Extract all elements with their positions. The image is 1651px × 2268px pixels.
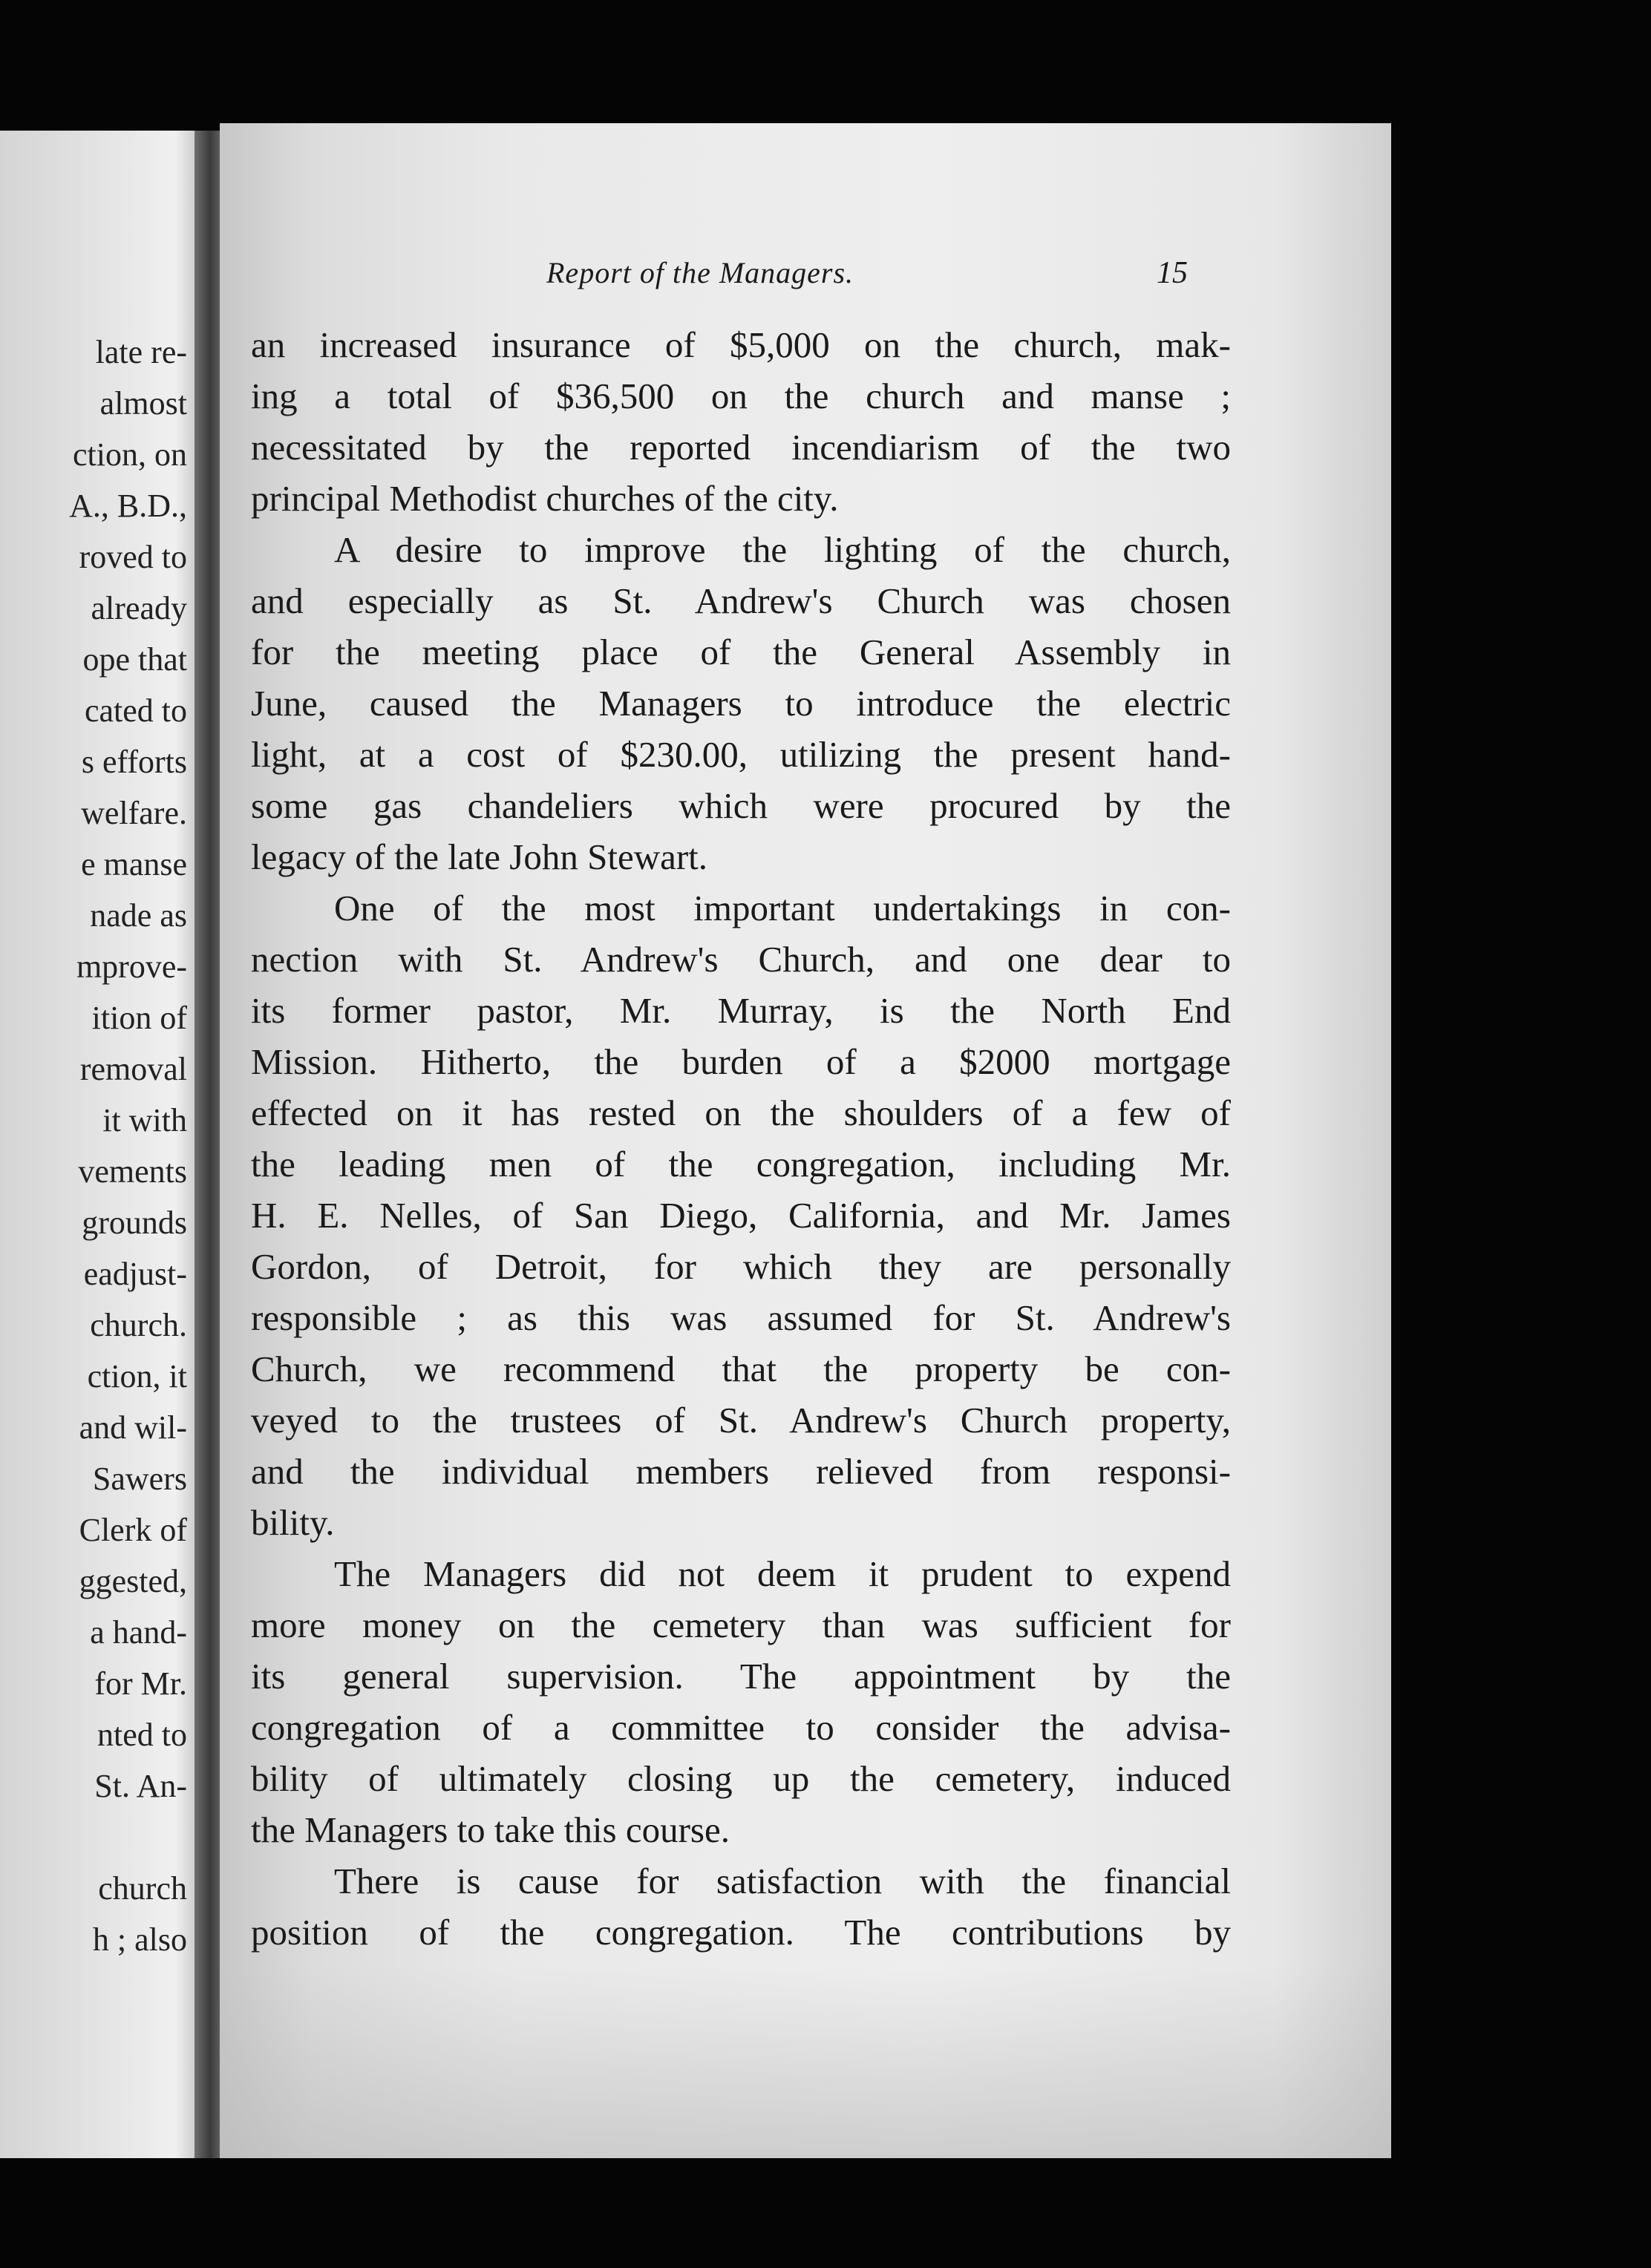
text-line: ition of — [91, 1000, 187, 1036]
text-line: responsible ; as this was assumed for St. Andrew's — [251, 1297, 1231, 1338]
text-line: nade as — [90, 897, 187, 934]
text-line: ggested, — [79, 1563, 187, 1599]
running-head — [220, 251, 1391, 295]
paragraph — [251, 319, 1231, 524]
text-line: ing a total of $36,500 on the church and manse ; — [251, 376, 1231, 416]
text-line — [0, 1812, 187, 1863]
text-line: effected on it has rested on the shoulders of a few of — [251, 1092, 1231, 1133]
text-line: welfare. — [81, 795, 187, 831]
text-line: an increased insurance of $5,000 on the church, mak- — [251, 324, 1231, 365]
paragraph — [251, 1855, 1231, 1958]
text-line: and especially as St. Andrew's Church was chosen — [251, 580, 1231, 621]
text-line: for the meeting place of the General Assembly in — [251, 632, 1231, 672]
text-line: and wil- — [79, 1409, 187, 1446]
text-line: more money on the cemetery than was sufficient for — [251, 1605, 1231, 1645]
running-title: Report of the Managers. — [546, 256, 854, 289]
text-line: principal Methodist churches of the city. — [251, 478, 839, 519]
text-line: congregation of a committee to consider the advisa- — [251, 1707, 1231, 1748]
text-line: removal — [79, 1051, 187, 1087]
text-line: June, caused the Managers to introduce the electric — [251, 683, 1231, 724]
text-line: nted to — [97, 1717, 187, 1753]
text-line: bility. — [251, 1502, 335, 1543]
text-line: mprove- — [76, 948, 187, 985]
text-line: legacy of the late John Stewart. — [251, 836, 708, 877]
text-line: grounds — [82, 1205, 187, 1241]
text-line: vements — [78, 1153, 187, 1190]
text-line: cated to — [84, 692, 187, 729]
text-line: late re- — [95, 334, 187, 370]
text-line: roved to — [79, 539, 187, 575]
text-line: Mission. Hitherto, the burden of a $2000 mortgage — [251, 1041, 1231, 1082]
text-line: veyed to the trustees of St. Andrew's Church property, — [251, 1400, 1231, 1441]
text-line: its general supervision. The appointment by the — [251, 1656, 1231, 1697]
text-line: A desire to improve the lighting of the church, — [334, 529, 1231, 570]
text-line: position of the congregation. The contributions by — [251, 1912, 1231, 1953]
paragraph — [251, 524, 1231, 882]
text-line: it with — [102, 1102, 187, 1138]
text-line: ction, on — [73, 436, 187, 473]
text-line: e manse — [81, 846, 187, 882]
body-text — [251, 319, 1231, 1958]
text-line: bility of ultimately closing up the cemetery, induced — [251, 1758, 1231, 1799]
text-line: ope that — [82, 641, 187, 678]
previous-page-text — [0, 327, 187, 1965]
text-line: nection with St. Andrew's Church, and one dear to — [251, 939, 1231, 980]
paragraph — [251, 882, 1231, 1548]
text-line: eadjust- — [83, 1256, 187, 1292]
text-line: already — [91, 590, 187, 626]
text-line: One of the most important undertakings in con- — [334, 888, 1231, 928]
current-page — [220, 123, 1391, 2158]
page-number: 15 — [1157, 256, 1188, 290]
text-line: ction, it — [87, 1358, 187, 1394]
text-line: some gas chandeliers which were procured by the — [251, 785, 1231, 826]
text-line: necessitated by the reported incendiarism of the two — [251, 427, 1231, 468]
text-line: its former pastor, Mr. Murray, is the North End — [251, 990, 1231, 1031]
text-line: Gordon, of Detroit, for which they are personally — [251, 1246, 1231, 1287]
text-line: Church, we recommend that the property be con- — [251, 1348, 1231, 1389]
text-line: and the individual members relieved from responsi- — [251, 1451, 1231, 1492]
text-line: church — [98, 1870, 187, 1907]
text-line: There is cause for satisfaction with the financial — [334, 1861, 1231, 1901]
text-line: Clerk of — [79, 1512, 187, 1548]
text-line: Sawers — [92, 1461, 187, 1497]
text-line: The Managers did not deem it prudent to expend — [334, 1553, 1231, 1594]
text-line: light, at a cost of $230.00, utilizing the present hand- — [251, 734, 1231, 775]
text-line: A., B.D., — [69, 488, 187, 524]
text-line: the Managers to take this course. — [251, 1809, 730, 1850]
text-line: H. E. Nelles, of San Diego, California, and Mr. James — [251, 1195, 1231, 1236]
text-line: a hand- — [90, 1614, 187, 1651]
text-line: St. An- — [94, 1768, 187, 1804]
text-line: the leading men of the congregation, including Mr. — [251, 1144, 1231, 1184]
text-line: church. — [90, 1307, 187, 1343]
text-line: almost — [99, 385, 187, 422]
previous-page — [0, 131, 194, 2158]
text-line: s efforts — [81, 744, 187, 780]
paragraph — [251, 1548, 1231, 1855]
text-line: h ; also — [92, 1921, 187, 1958]
text-line: for Mr. — [94, 1665, 187, 1702]
